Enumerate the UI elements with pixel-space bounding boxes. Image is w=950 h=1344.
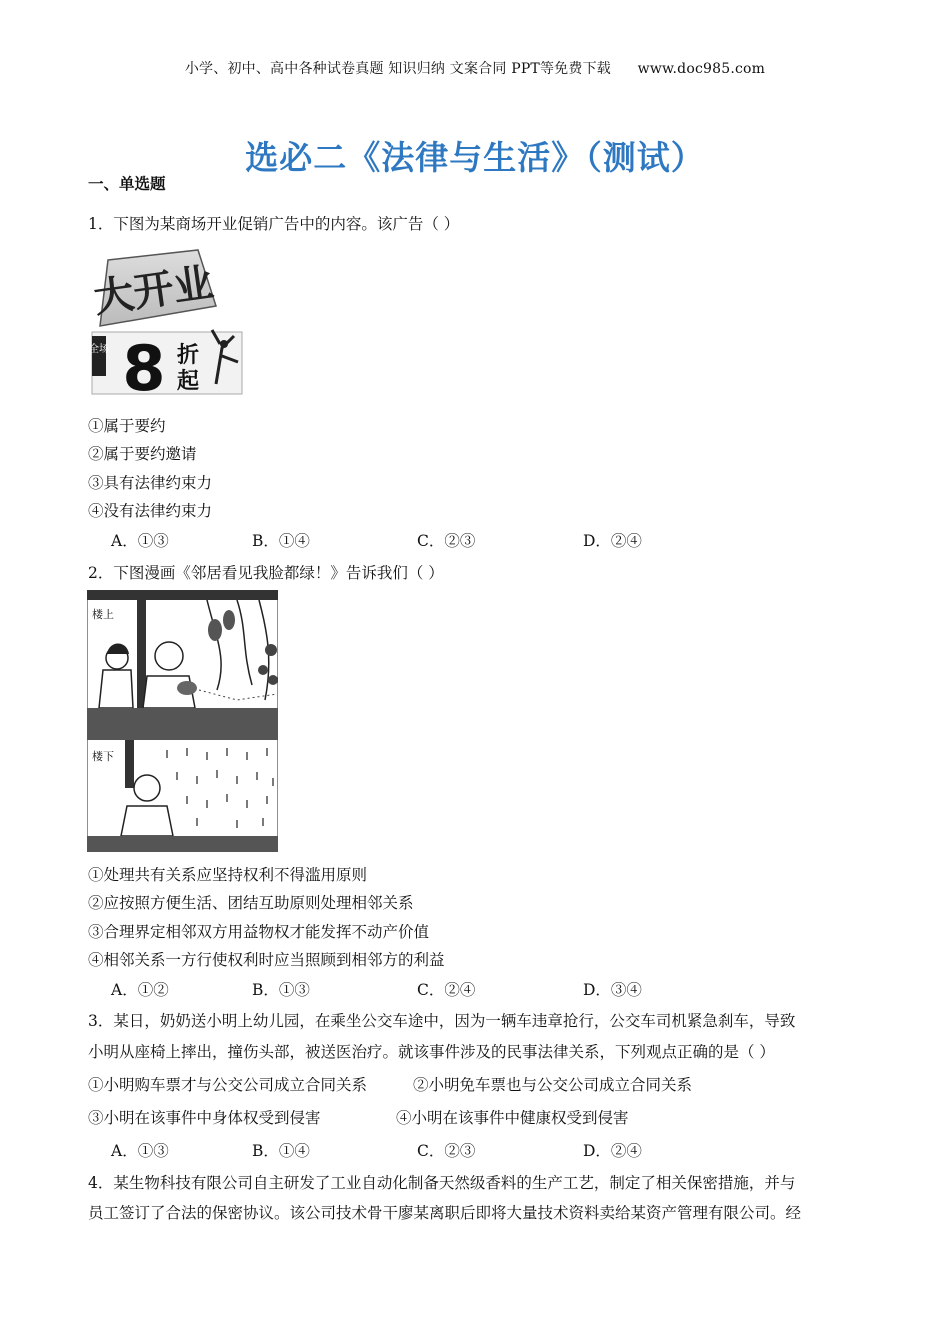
- promo-big-text: 大开业: [90, 259, 217, 323]
- q3-stem-line2: 小明从座椅上摔出，撞伤头部，被送医治疗。就该事件涉及的民事法律关系，下列观点正确的是（ ）: [88, 1043, 775, 1061]
- q3-option-1: ①小明购车票才与公交公司成立合同关系: [88, 1076, 368, 1094]
- header-url[interactable]: www.doc985.com: [637, 61, 766, 77]
- q1-stem: 1．下图为某商场开业促销广告中的内容。该广告（ ）: [88, 215, 460, 233]
- q2-option-2: ②应按照方便生活、团结互助原则处理相邻关系: [88, 894, 414, 912]
- q1-option-3: ③具有法律约束力: [88, 474, 213, 492]
- comic-panel-bottom-label: 楼下: [92, 750, 114, 763]
- q3-option-4: ④小明在该事件中健康权受到侵害: [396, 1109, 629, 1127]
- promo-zhe: 折: [176, 343, 200, 368]
- promo-ad-image: [88, 244, 248, 400]
- q2-choice-d[interactable]: D．③④: [583, 981, 642, 999]
- q2-choice-a[interactable]: A．①②: [111, 981, 169, 999]
- comic-panel-top-label: 楼上: [92, 608, 114, 621]
- q3-option-2: ②小明免车票也与公交公司成立合同关系: [413, 1076, 693, 1094]
- q2-option-3: ③合理界定相邻双方用益物权才能发挥不动产价值: [88, 923, 430, 941]
- q3-stem-line1: 3．某日，奶奶送小明上幼儿园，在乘坐公交车途中，因为一辆车违章抢行，公交车司机紧急刹车，导致: [88, 1012, 796, 1030]
- q2-option-1: ①处理共有关系应坚持权利不得滥用原则: [88, 866, 368, 884]
- promo-qi: 起: [176, 369, 200, 394]
- q1-option-4: ④没有法律约束力: [88, 502, 213, 520]
- q2-option-4: ④相邻关系一方行使权利时应当照顾到相邻方的利益: [88, 951, 445, 969]
- q3-option-3: ③小明在该事件中身体权受到侵害: [88, 1109, 321, 1127]
- q1-option-2: ②属于要约邀请: [88, 445, 197, 463]
- section-heading: 一、单选题: [88, 175, 166, 193]
- q1-option-1: ①属于要约: [88, 417, 166, 435]
- page-header: [0, 58, 950, 78]
- q3-choice-b[interactable]: B．①④: [252, 1142, 310, 1160]
- q4-stem-line1: 4．某生物科技有限公司自主研发了工业自动化制备天然级香料的生产工艺，制定了相关保密措施，并与: [88, 1174, 796, 1192]
- q2-stem: 2．下图漫画《邻居看见我脸都绿！》告诉我们（ ）: [88, 564, 444, 582]
- q1-choice-b[interactable]: B．①④: [252, 532, 310, 550]
- q1-choice-d[interactable]: D．②④: [583, 532, 642, 550]
- neighbor-comic-image: [87, 590, 278, 852]
- page-title: 选必二《法律与生活》（测试）: [245, 138, 705, 177]
- promo-side-text: 全场: [89, 344, 109, 355]
- header-text: 小学、初中、高中各种试卷真题 知识归纳 文案合同 PPT等免费下载: [184, 61, 611, 77]
- q2-choice-c[interactable]: C．②④: [417, 981, 476, 999]
- q2-choice-b[interactable]: B．①③: [252, 981, 310, 999]
- q1-choice-c[interactable]: C．②③: [417, 532, 476, 550]
- q1-choice-a[interactable]: A．①③: [111, 532, 169, 550]
- q3-choice-a[interactable]: A．①③: [111, 1142, 169, 1160]
- q4-stem-line2: 员工签订了合法的保密协议。该公司技术骨干廖某离职后即将大量技术资料卖给某资产管理有限公司。经: [88, 1204, 802, 1222]
- promo-number: 8: [122, 332, 166, 400]
- q3-choice-c[interactable]: C．②③: [417, 1142, 476, 1160]
- q3-choice-d[interactable]: D．②④: [583, 1142, 642, 1160]
